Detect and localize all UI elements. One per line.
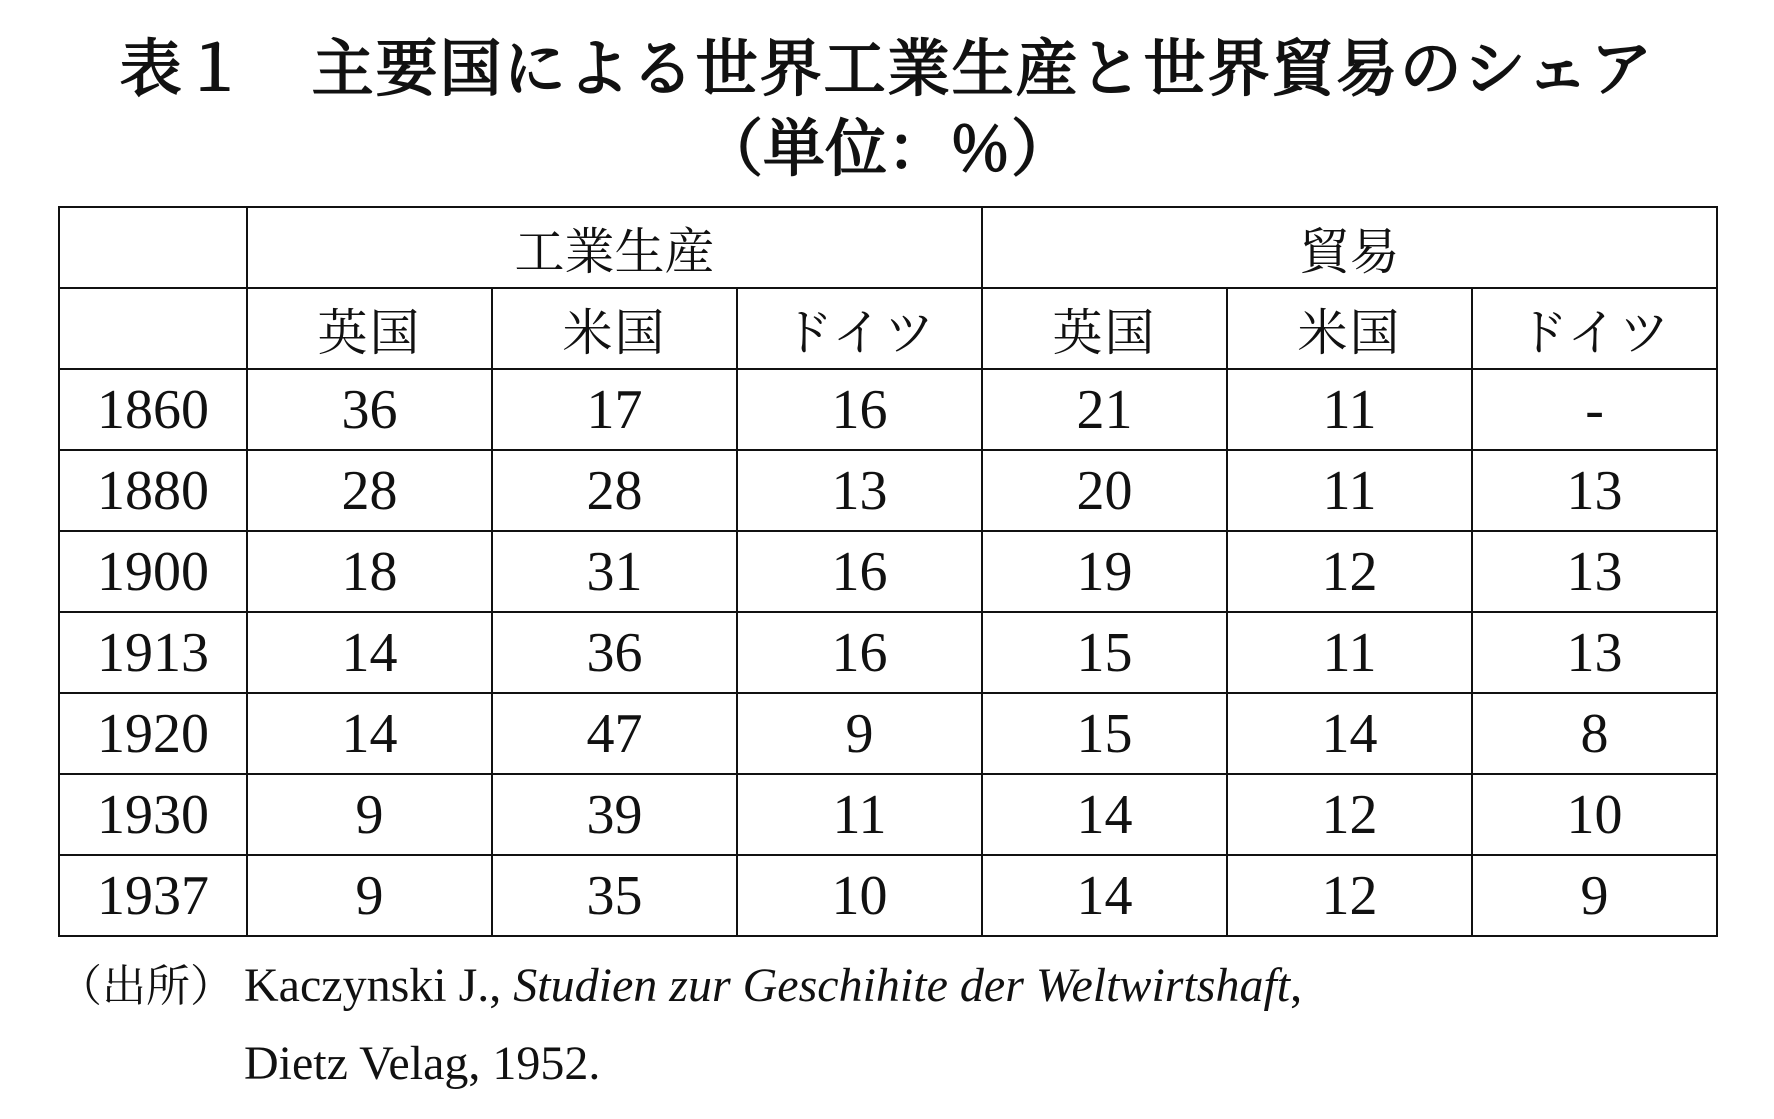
value-cell: 36 xyxy=(492,612,737,693)
value-cell: 39 xyxy=(492,774,737,855)
value-cell: 11 xyxy=(1227,612,1472,693)
sub-header-row xyxy=(59,288,1717,369)
value-cell: 15 xyxy=(982,693,1227,774)
value-cell: 31 xyxy=(492,531,737,612)
value-cell: 18 xyxy=(247,531,492,612)
value-cell: 16 xyxy=(737,369,982,450)
value-cell: 19 xyxy=(982,531,1227,612)
value-cell: 14 xyxy=(982,855,1227,936)
value-cell: 14 xyxy=(1227,693,1472,774)
value-cell: 12 xyxy=(1227,855,1472,936)
value-cell: 13 xyxy=(1472,612,1717,693)
table-row xyxy=(59,369,1717,450)
value-cell: 13 xyxy=(1472,450,1717,531)
sub-header-uk-production: 英国 xyxy=(247,288,492,369)
value-cell: 35 xyxy=(492,855,737,936)
value-cell: 8 xyxy=(1472,693,1717,774)
value-cell: 10 xyxy=(737,855,982,936)
corner-cell xyxy=(59,288,247,369)
source-publisher: Dietz Velag, 1952. xyxy=(244,1037,601,1090)
group-header-industrial-production: 工業生産 xyxy=(247,207,982,288)
value-cell: 20 xyxy=(982,450,1227,531)
year-cell: 1920 xyxy=(59,693,247,774)
value-cell: 36 xyxy=(247,369,492,450)
sub-header-us-production: 米国 xyxy=(492,288,737,369)
table-row xyxy=(59,612,1717,693)
value-cell: 11 xyxy=(1227,450,1472,531)
value-cell: 17 xyxy=(492,369,737,450)
value-cell: 13 xyxy=(737,450,982,531)
year-cell: 1860 xyxy=(59,369,247,450)
source-note xyxy=(58,959,1303,1012)
table-row xyxy=(59,531,1717,612)
value-cell: 13 xyxy=(1472,531,1717,612)
source-label: （出所） xyxy=(58,961,234,1012)
share-table xyxy=(58,206,1718,937)
value-cell: 28 xyxy=(492,450,737,531)
value-cell: 9 xyxy=(737,693,982,774)
table-unit: （単位：％） xyxy=(700,112,1073,185)
table-row xyxy=(59,450,1717,531)
group-header-row xyxy=(59,207,1717,288)
value-cell: 11 xyxy=(737,774,982,855)
value-cell: 9 xyxy=(247,855,492,936)
corner-cell xyxy=(59,207,247,288)
sub-header-uk-trade: 英国 xyxy=(982,288,1227,369)
value-cell: - xyxy=(1472,369,1717,450)
value-cell: 16 xyxy=(737,612,982,693)
value-cell: 14 xyxy=(247,612,492,693)
value-cell: 11 xyxy=(1227,369,1472,450)
value-cell: 9 xyxy=(247,774,492,855)
year-cell: 1930 xyxy=(59,774,247,855)
table-row xyxy=(59,693,1717,774)
table-title: 表１ 主要国による世界工業生産と世界貿易のシェア xyxy=(119,32,1655,105)
value-cell: 14 xyxy=(982,774,1227,855)
value-cell: 9 xyxy=(1472,855,1717,936)
sub-header-germany-trade: ドイツ xyxy=(1472,288,1717,369)
value-cell: 16 xyxy=(737,531,982,612)
year-cell: 1880 xyxy=(59,450,247,531)
year-cell: 1900 xyxy=(59,531,247,612)
value-cell: 47 xyxy=(492,693,737,774)
sub-header-germany-production: ドイツ xyxy=(737,288,982,369)
table-row xyxy=(59,774,1717,855)
value-cell: 15 xyxy=(982,612,1227,693)
table-row xyxy=(59,855,1717,936)
year-cell: 1937 xyxy=(59,855,247,936)
value-cell: 21 xyxy=(982,369,1227,450)
value-cell: 28 xyxy=(247,450,492,531)
value-cell: 12 xyxy=(1227,531,1472,612)
group-header-trade: 貿易 xyxy=(982,207,1717,288)
value-cell: 12 xyxy=(1227,774,1472,855)
source-author: Kaczynski J., xyxy=(244,959,514,1012)
value-cell: 14 xyxy=(247,693,492,774)
value-cell: 10 xyxy=(1472,774,1717,855)
source-comma: , xyxy=(1290,959,1303,1012)
year-cell: 1913 xyxy=(59,612,247,693)
sub-header-us-trade: 米国 xyxy=(1227,288,1472,369)
source-work-title: Studien zur Geschihite der Weltwirtshaft xyxy=(513,959,1291,1012)
